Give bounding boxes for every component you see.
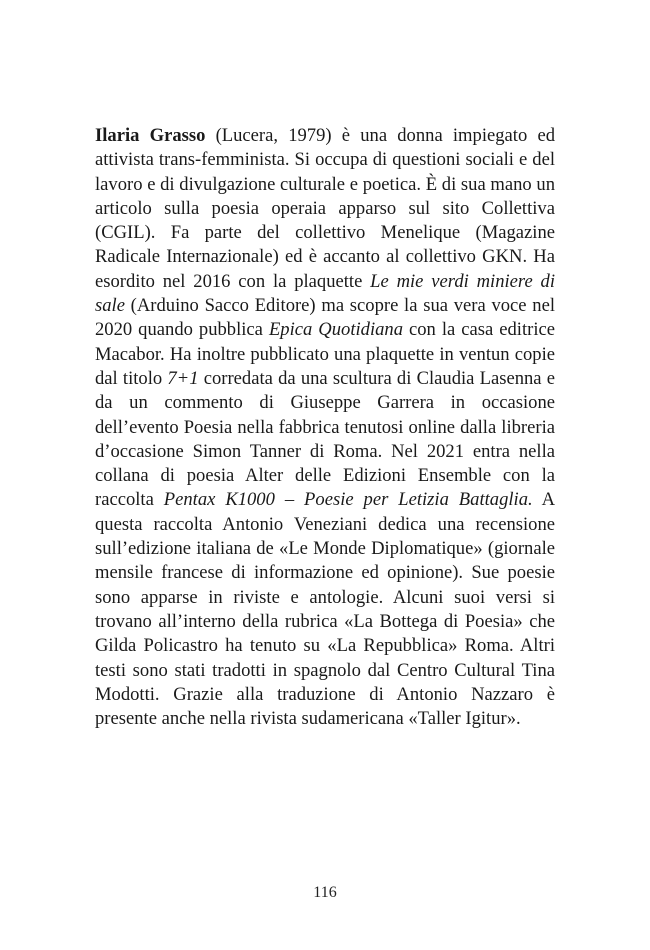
- author-name: Ilaria Grasso: [95, 125, 206, 146]
- author-biography: [95, 124, 555, 731]
- book-title-7-plus-1: 7+1: [167, 367, 199, 389]
- page-number: 116: [313, 884, 337, 901]
- bio-text-3: con la casa editrice Macabor. Ha inoltre pubblicato una plaquette in ventun copie dal titolo: [95, 319, 555, 389]
- book-title-le-mie-verdi-miniere: Le mie verdi miniere di sale: [95, 270, 555, 317]
- bio-text-5: A questa raccolta Antonio Veneziani dedica una recensione sull’edizione italiana de «Le Monde Diplomatique» (giornale mensile francese di informazione ed opinione). Sue poesie sono apparse in riviste e antologie. Alcuni suoi versi si trovano all’interno della rubrica «La Bottega di Poesia» che Gilda Policastro ha tenuto su «La Repubblica» Roma. Altri testi sono stati tradotti in spagnolo dal Centro Cultural Tina Modotti. Grazie alla traduzione di Antonio Nazzaro è presente anche nella rivista sudamericana «Taller Igitur».: [95, 489, 555, 730]
- book-title-pentax-k1000: Pentax K1000 – Poesie per Letizia Battaglia.: [163, 489, 533, 511]
- bio-text-2: (Arduino Sacco Editore) ma scopre la sua vera voce nel 2020 quando pubblica: [95, 295, 555, 341]
- book-title-epica-quotidiana: Epica Quotidiana: [268, 319, 404, 341]
- bio-text-4: corredata da una scultura di Claudia Lasenna e da un commento di Giuseppe Garrera in occasione dell’evento Poesia nella fabbrica tenutosi online dalla libreria d’occasione Simon Tanner di Roma. Nel 2021 entra nella collana di poesia Alter delle Edizioni Ensemble con la raccolta: [95, 367, 555, 511]
- bio-text-1: (Lucera, 1979) è una donna impiegato ed attivista trans-femminista. Si occupa di questioni sociali e del lavoro e di divulgazione culturale e poetica. È di sua mano un articolo sulla poesia operaia apparso sul sito Collettiva (CGIL). Fa parte del collettivo Menelique (Magazine Radicale Internazionale) ed è accanto al collettivo GKN. Ha esordito nel 2016 con la plaquette: [95, 125, 555, 292]
